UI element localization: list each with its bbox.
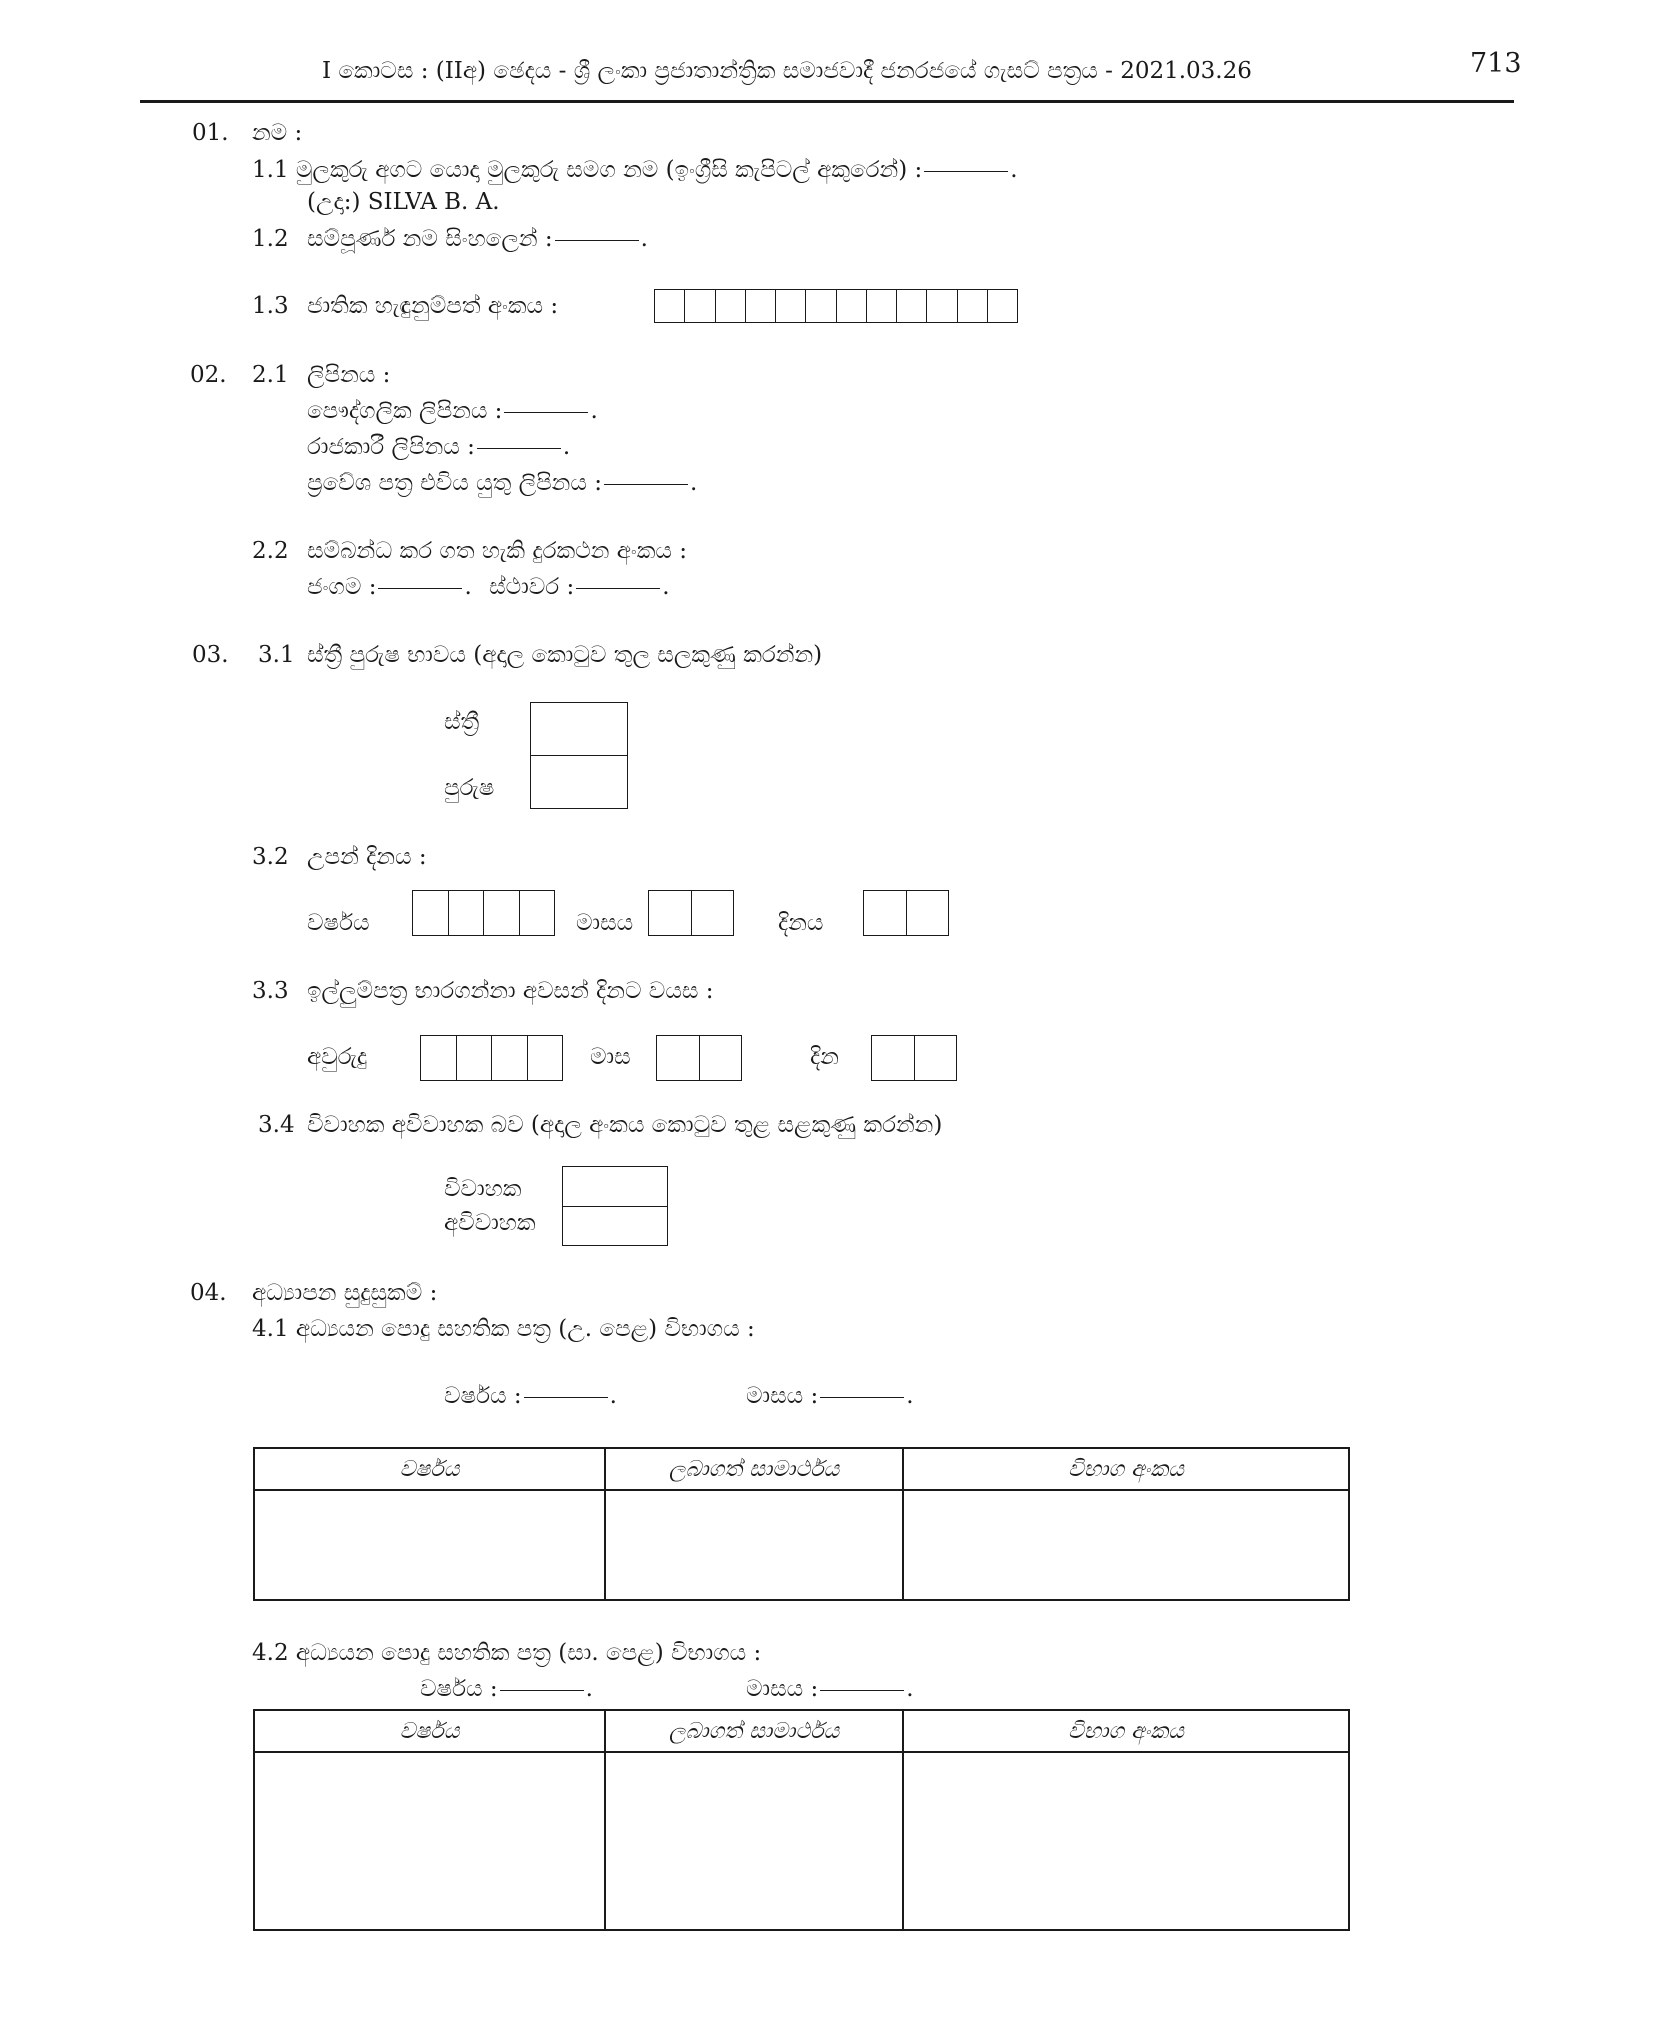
female-label: ස්ත්‍රී [444,709,480,735]
official-address-line: රාජකාරී ලිපිනය : . [307,434,571,460]
ol-results-table [253,1709,1350,1931]
section-01-label: නම : [252,120,303,146]
nic-digit-box[interactable] [927,290,957,322]
header-rule [140,100,1514,103]
q34-label: විවාහක අවිවාහක බව (අදාල අංකය කොටුව තුළ සළකුණු කරන්න) [307,1112,943,1138]
birth-month-label: මාසය [576,910,634,936]
digit-box[interactable] [700,1036,742,1080]
al-year-blank[interactable] [524,1397,608,1398]
personal-address-line: පෞද්ගලික ලිපිනය : . [307,398,598,424]
digit-box[interactable] [492,1036,528,1080]
q42-label: 4.2 අධ්‍යයන පොදු සහතික පත්‍ර (සා. පෙළ) විභාගය : [252,1640,762,1666]
birth-year-label: වර්ෂය [307,910,370,936]
q31-label: ස්ත්‍රී පුරුෂ භාවය (අදාල කොටුව තුල සලකුණු කරන්න) [307,642,823,668]
nic-digit-box[interactable] [897,290,927,322]
q12-line: සම්පූර්ණ නම සිංහලෙන් : . [307,226,648,252]
q11-example: (උදා:) SILVA B. A. [307,189,500,215]
male-label: පුරුෂ [444,775,495,801]
nic-digit-box[interactable] [685,290,715,322]
q32-number: 3.2 [252,844,289,870]
q21-label: ලිපිනය : [307,362,391,388]
q12-blank[interactable] [555,240,639,241]
al-results-table [253,1447,1350,1601]
section-01-number: 01. [192,120,229,146]
table-header-year: වර්ෂය [254,1448,605,1490]
nic-digit-box[interactable] [867,290,897,322]
table-header-passes: ලබාගත් සාමාර්ථය [605,1448,903,1490]
table-cell[interactable] [903,1752,1349,1930]
phone-line: ජංගම : . ස්ථාවර : . [307,574,670,600]
ol-month-line: මාසය : . [746,1676,914,1702]
nic-digit-box[interactable] [776,290,806,322]
digit-box[interactable] [649,891,692,935]
birth-year-boxes[interactable] [412,890,555,936]
birth-month-boxes[interactable] [648,890,734,936]
table-cell[interactable] [254,1490,605,1600]
q31-number: 3.1 [258,642,295,668]
digit-box[interactable] [457,1036,493,1080]
marital-boxes[interactable] [562,1166,668,1246]
nic-number-boxes[interactable] [654,289,1018,323]
q12-number: 1.2 [252,226,289,252]
digit-box[interactable] [657,1036,700,1080]
digit-box[interactable] [864,891,907,935]
official-address-blank[interactable] [477,448,561,449]
digit-box[interactable] [907,891,949,935]
gender-boxes[interactable] [530,702,628,809]
digit-box[interactable] [484,891,520,935]
table-cell[interactable] [903,1490,1349,1600]
age-days-boxes[interactable] [871,1035,957,1081]
married-checkbox[interactable] [563,1167,667,1207]
admission-address-blank[interactable] [604,484,688,485]
ol-year-label: වර්ෂය : [420,1676,498,1702]
nic-digit-box[interactable] [716,290,746,322]
q22-label: සම්බන්ධ කර ගත හැකි දුරකථන අංකය : [307,538,687,564]
fixed-blank[interactable] [576,588,660,589]
table-header-year: වර්ෂය [254,1710,605,1752]
table-cell[interactable] [605,1752,903,1930]
unmarried-checkbox[interactable] [563,1207,667,1246]
admission-address-line: ප්‍රවේශ පත්‍ර එවිය යුතු ලිපිනය : . [307,470,698,496]
ol-year-blank[interactable] [500,1690,584,1691]
nic-digit-box[interactable] [806,290,836,322]
al-month-line: මාසය : . [746,1383,914,1409]
q41-label: 4.1 අධ්‍යයන පොදු සහතික පත්‍ර (උ. පෙළ) විභාගය : [252,1316,755,1342]
q11-blank[interactable] [924,171,1008,172]
nic-digit-box[interactable] [655,290,685,322]
digit-box[interactable] [872,1036,915,1080]
age-days-label: දින [810,1044,839,1070]
unmarried-label: අවිවාහක [444,1210,536,1236]
al-month-blank[interactable] [820,1397,904,1398]
birth-day-label: දිනය [778,910,824,936]
table-cell[interactable] [254,1752,605,1930]
table-header-row [254,1710,1349,1752]
q34-number: 3.4 [258,1112,295,1138]
nic-digit-box[interactable] [746,290,776,322]
q33-number: 3.3 [252,978,289,1004]
mobile-blank[interactable] [378,588,462,589]
digit-box[interactable] [915,1036,957,1080]
q11-line: 1.1 මුලකුරු අගට යොදා මුලකුරු සමග නම (ඉංග්‍රීසි කැපිටල් අකුරෙන්) : . [252,157,1018,183]
q32-label: උපන් දිනය : [307,844,427,870]
q33-label: ඉල්ලුම්පත්‍ර භාරගන්නා අවසන් දිනට වයස : [307,978,714,1004]
table-cell[interactable] [605,1490,903,1600]
mobile-label: ජංගම : [307,574,377,600]
al-year-line: වර්ෂය : . [444,1383,617,1409]
digit-box[interactable] [520,891,555,935]
ol-year-line: වර්ෂය : . [420,1676,593,1702]
q22-number: 2.2 [252,538,289,564]
section-02-number: 02. [190,362,227,388]
section-03-number: 03. [192,642,229,668]
married-label: විවාහක [444,1176,522,1202]
table-header-passes: ලබාගත් සාමාර්ථය [605,1710,903,1752]
admission-address-label: ප්‍රවේශ පත්‍ර එවිය යුතු ලිපිනය : [307,470,602,496]
digit-box[interactable] [449,891,485,935]
age-months-boxes[interactable] [656,1035,742,1081]
birth-day-boxes[interactable] [863,890,949,936]
female-checkbox[interactable] [531,703,627,756]
fixed-label: ස්ථාවර : [489,574,575,600]
age-years-label: අවුරුදු [307,1044,368,1070]
table-header-row [254,1448,1349,1490]
digit-box[interactable] [692,891,734,935]
q12-label: සම්පූර්ණ නම සිංහලෙන් : [307,226,553,252]
official-address-label: රාජකාරී ලිපිනය : [307,434,475,460]
nic-digit-box[interactable] [837,290,867,322]
section-04-label: අධ්‍යාපන සුදුසුකම් : [252,1280,438,1306]
page-header-title: I කොටස : (IIඅ) ඡෙදය - ශ්‍රී ලංකා ප්‍රජාතාන්ත්‍රික සමාජවාදී ජනරජයේ ගැසට් පත්‍රය - 2021.03.26 [322,58,1252,84]
personal-address-label: පෞද්ගලික ලිපිනය : [307,398,503,424]
nic-digit-box[interactable] [958,290,988,322]
q13-number: 1.3 [252,293,289,319]
male-checkbox[interactable] [531,756,627,808]
digit-box[interactable] [413,891,449,935]
digit-box[interactable] [421,1036,457,1080]
ol-month-blank[interactable] [820,1690,904,1691]
section-04-number: 04. [190,1280,227,1306]
table-header-index: විභාග අංකය [903,1448,1349,1490]
age-months-label: මාස [590,1044,631,1070]
age-years-boxes[interactable] [420,1035,563,1081]
table-row[interactable] [254,1752,1349,1930]
q11-label: 1.1 මුලකුරු අගට යොදා මුලකුරු සමග නම (ඉංග්‍රීසි කැපිටල් අකුරෙන්) : [252,157,923,183]
q21-number: 2.1 [252,362,289,388]
ol-month-label: මාසය : [746,1676,819,1702]
page-number: 713 [1470,48,1522,79]
nic-digit-box[interactable] [988,290,1017,322]
q13-label: ජාතික හැඳුනුම්පත් අංකය : [307,293,559,319]
table-row[interactable] [254,1490,1349,1600]
al-month-label: මාසය : [746,1383,819,1409]
personal-address-blank[interactable] [504,412,588,413]
al-year-label: වර්ෂය : [444,1383,522,1409]
digit-box[interactable] [528,1036,563,1080]
table-header-index: විභාග අංකය [903,1710,1349,1752]
